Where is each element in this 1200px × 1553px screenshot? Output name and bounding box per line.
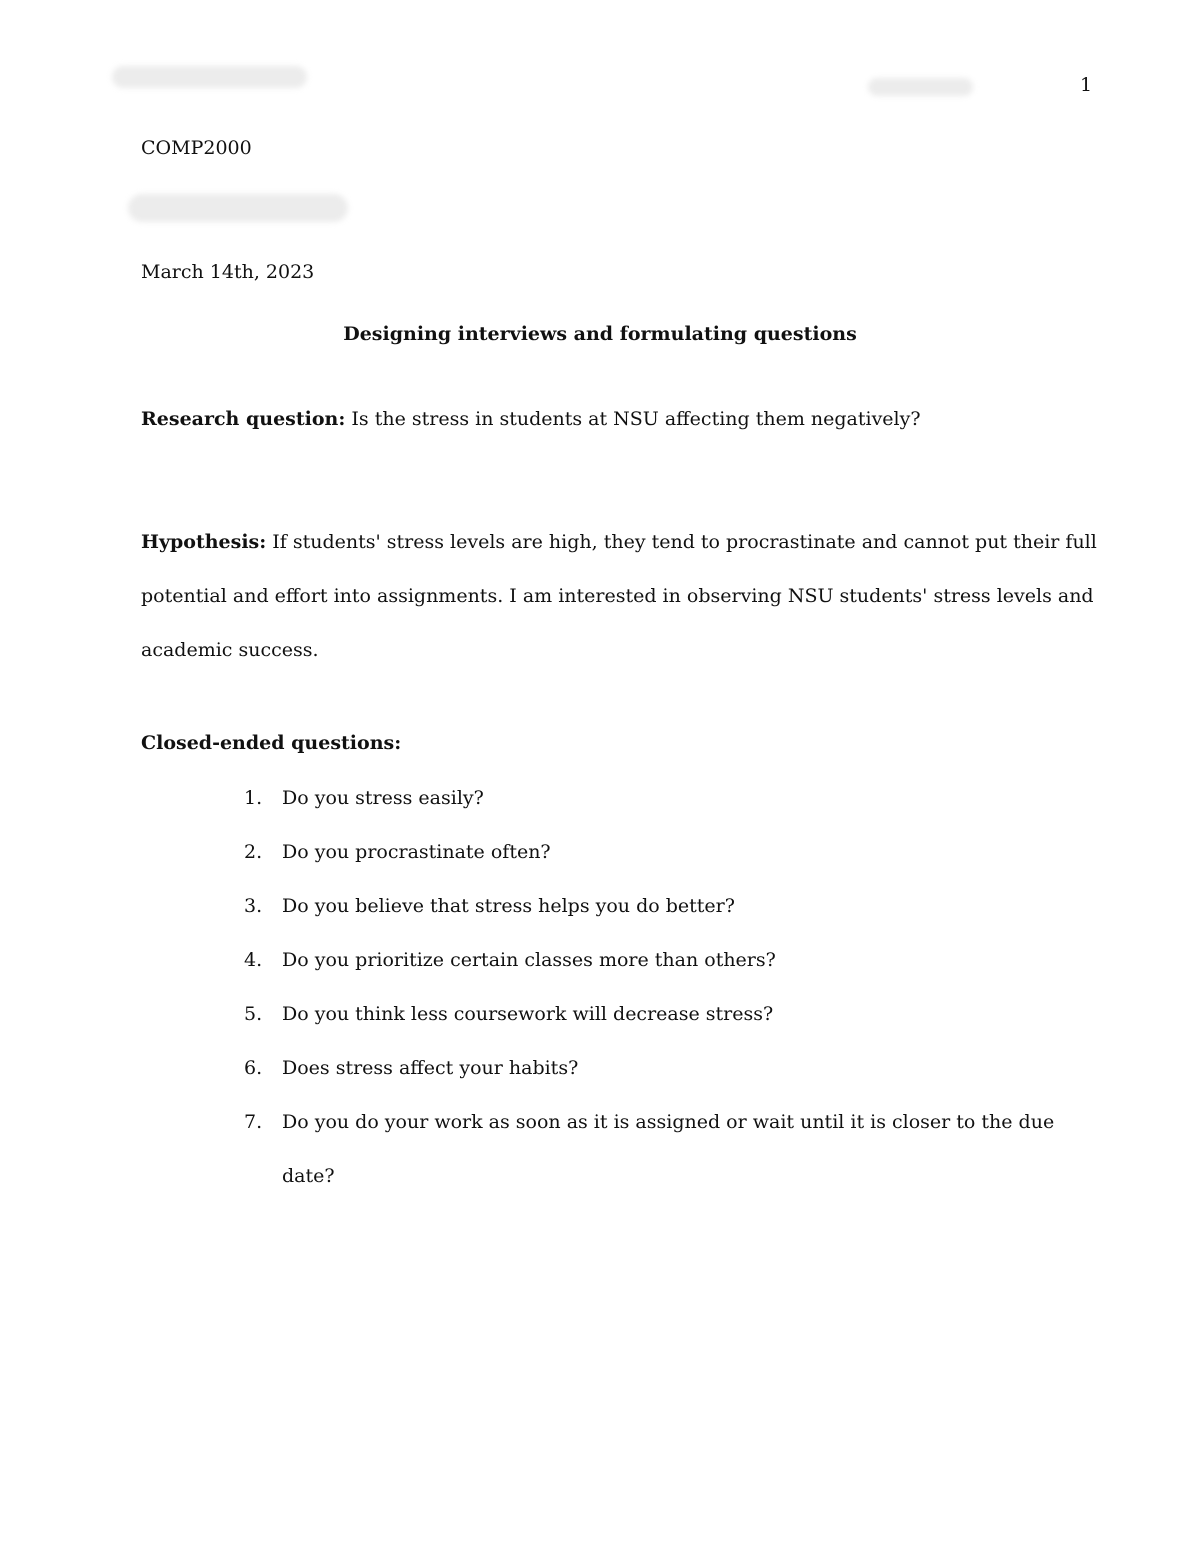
course-code: COMP2000 [141, 137, 252, 159]
redacted-instructor-name [128, 194, 348, 222]
list-item [0, 894, 1200, 948]
list-item [0, 786, 1200, 840]
hypothesis-label: Hypothesis: [141, 531, 267, 553]
document-date: March 14th, 2023 [141, 261, 315, 283]
question-text: Do you believe that stress helps you do better? [282, 895, 735, 917]
closed-ended-question-list [0, 786, 1200, 1220]
question-number: 3. [244, 895, 263, 917]
list-item [0, 1002, 1200, 1056]
question-number: 5. [244, 1003, 263, 1025]
hypothesis-line-1 [141, 515, 1097, 569]
question-text: Do you procrastinate often? [282, 841, 551, 863]
question-text: Do you think less coursework will decrease stress? [282, 1003, 774, 1025]
redacted-header-surname [868, 78, 973, 96]
question-number: 7. [244, 1111, 263, 1133]
redaction-blur [112, 66, 307, 88]
list-item [0, 840, 1200, 894]
hypothesis-text-1: If students' stress levels are high, they tend to procrastinate and cannot put their full [266, 531, 1097, 553]
hypothesis-paragraph [141, 515, 1097, 677]
research-question-text: Is the stress in students at NSU affecting them negatively? [345, 408, 921, 430]
closed-ended-heading: Closed-ended questions: [141, 732, 402, 754]
question-text [282, 1095, 1054, 1203]
list-item [0, 1110, 1200, 1220]
question-number: 2. [244, 841, 263, 863]
redacted-header-name [112, 62, 312, 92]
question-text-line-2: date? [282, 1165, 335, 1187]
research-question [141, 407, 921, 431]
question-number: 4. [244, 949, 263, 971]
research-question-label: Research question: [141, 408, 346, 430]
question-text-line-1: Do you do your work as soon as it is assigned or wait until it is closer to the due [282, 1111, 1055, 1133]
list-item [0, 948, 1200, 1002]
question-text: Do you stress easily? [282, 787, 484, 809]
question-number: 6. [244, 1057, 263, 1079]
hypothesis-line-2: potential and effort into assignments. I am interested in observing NSU students' stress levels and [141, 585, 1094, 607]
question-text: Does stress affect your habits? [282, 1057, 579, 1079]
page-number: 1 [1080, 74, 1093, 96]
document-title: Designing interviews and formulating questions [343, 323, 857, 345]
question-text: Do you prioritize certain classes more than others? [282, 949, 776, 971]
hypothesis-line-3: academic success. [141, 639, 319, 661]
question-number: 1. [244, 787, 263, 809]
